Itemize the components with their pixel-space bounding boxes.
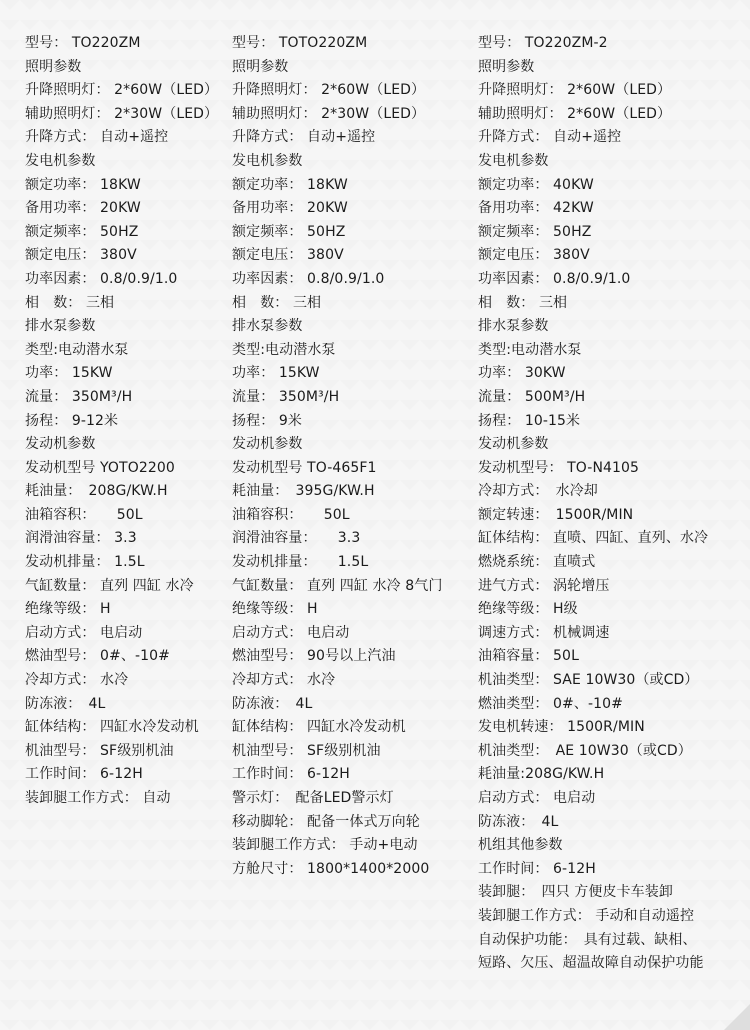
spec-line: 型号： TOTO220ZM bbox=[232, 35, 368, 51]
spec-line: 备用功率： 42KW bbox=[478, 200, 594, 217]
spec-line: 相 数： 三相 bbox=[25, 294, 115, 311]
spec-line: 工作时间： 6-12H bbox=[232, 766, 350, 783]
spec-line: 警示灯： 配备LED警示灯 bbox=[232, 790, 394, 806]
spec-line: 润滑油容量： 3.3 bbox=[232, 530, 361, 547]
spec-line: 升降方式： 自动+遥控 bbox=[25, 129, 169, 146]
spec-line: 功率因素： 0.8/0.9/1.0 bbox=[232, 270, 385, 287]
spec-line: 耗油量： 208G/KW.H bbox=[25, 483, 168, 500]
spec-line: 燃油类型： 0#、-10# bbox=[478, 695, 623, 712]
spec-line: 照明参数 bbox=[232, 58, 289, 75]
spec-line: 机油型号： SF级别机油 bbox=[25, 742, 174, 759]
spec-line: 排水泵参数 bbox=[232, 318, 303, 335]
spec-line: 进气方式： 涡轮增压 bbox=[478, 577, 610, 594]
spec-line: 流量： 350M³/H bbox=[25, 388, 133, 405]
spec-line: 额定频率： 50HZ bbox=[232, 223, 346, 240]
spec-line: 功率： 15KW bbox=[232, 365, 320, 382]
spec-line: 启动方式： 电启动 bbox=[478, 790, 596, 806]
spec-line: 冷却方式： 水冷 bbox=[25, 672, 129, 689]
spec-line: 功率因素： 0.8/0.9/1.0 bbox=[478, 270, 631, 287]
spec-line: 额定转速： 1500R/MIN bbox=[478, 506, 634, 523]
spec-line: 装卸腿： 四只 方便皮卡车装卸 bbox=[478, 884, 673, 901]
spec-line: 扬程： 9米 bbox=[232, 412, 302, 429]
spec-line: 启动方式： 电启动 bbox=[232, 624, 350, 641]
spec-line: 缸体结构： 四缸水冷发动机 bbox=[232, 719, 406, 736]
spec-line: 油箱容积： 50L bbox=[25, 506, 143, 523]
spec-line: 机油型号： SF级别机油 bbox=[232, 742, 381, 759]
spec-line: 短路、欠压、超温故障自动保护功能 bbox=[478, 955, 704, 972]
spec-line: 额定电压： 380V bbox=[478, 247, 590, 264]
spec-line: 绝缘等级： H bbox=[25, 601, 111, 618]
spec-line: 额定频率： 50HZ bbox=[25, 223, 139, 240]
spec-line: 备用功率： 20KW bbox=[232, 200, 348, 217]
spec-line: 冷却方式： 水冷却 bbox=[478, 483, 598, 500]
spec-column-2 bbox=[232, 32, 472, 881]
spec-line: 功率： 15KW bbox=[25, 365, 113, 382]
spec-line: 发电机转速： 1500R/MIN bbox=[478, 719, 645, 736]
page-corner-fold bbox=[724, 1004, 750, 1030]
spec-line: 调速方式： 机械调速 bbox=[478, 624, 610, 641]
spec-line: 装卸腿工作方式： 手动和自动遥控 bbox=[478, 907, 695, 924]
spec-line: 燃油型号： 0#、-10# bbox=[25, 648, 170, 665]
spec-line: 发电机参数 bbox=[25, 152, 96, 169]
spec-line: 发动机型号 YOTO2200 bbox=[25, 459, 175, 476]
spec-line: 照明参数 bbox=[25, 58, 82, 75]
spec-line: 油箱容积： 50L bbox=[232, 506, 350, 523]
spec-line: 相 数： 三相 bbox=[478, 294, 568, 311]
spec-line: 绝缘等级： H级 bbox=[478, 601, 578, 618]
spec-line: 工作时间： 6-12H bbox=[25, 766, 143, 783]
spec-line: 机油类型： SAE 10W30（或CD） bbox=[478, 672, 699, 689]
spec-line: 相 数： 三相 bbox=[232, 294, 322, 311]
spec-line: 流量： 350M³/H bbox=[232, 388, 340, 405]
spec-line: 方舱尺寸： 1800*1400*2000 bbox=[232, 860, 430, 877]
spec-line: 扬程： 9-12米 bbox=[25, 412, 119, 429]
spec-line: 绝缘等级： H bbox=[232, 601, 318, 618]
spec-line: 冷却方式： 水冷 bbox=[232, 672, 336, 689]
spec-line: 型号： TO220ZM-2 bbox=[478, 35, 608, 51]
spec-line: 额定电压： 380V bbox=[232, 247, 344, 264]
spec-line: 油箱容量： 50L bbox=[478, 648, 579, 665]
spec-line: 移动脚轮： 配备一体式万向轮 bbox=[232, 813, 420, 830]
spec-line: 气缸数量： 直列 四缸 水冷 bbox=[25, 577, 194, 594]
spec-line: 发动机排量： 1.5L bbox=[25, 554, 145, 571]
spec-line: 扬程： 10-15米 bbox=[478, 412, 581, 429]
spec-line: 类型:电动潜水泵 bbox=[25, 341, 129, 358]
spec-line: 排水泵参数 bbox=[25, 318, 96, 335]
spec-line: 气缸数量： 直列 四缸 水冷 8气门 bbox=[232, 577, 443, 594]
spec-line: 耗油量:208G/KW.H bbox=[478, 766, 605, 783]
spec-line: 升降方式： 自动+遥控 bbox=[478, 129, 622, 146]
spec-line: 发动机参数 bbox=[232, 436, 303, 453]
spec-line: 升降方式： 自动+遥控 bbox=[232, 129, 376, 146]
spec-line: 发动机排量： 1.5L bbox=[232, 554, 369, 571]
spec-line: 额定功率： 18KW bbox=[25, 176, 141, 193]
spec-line: 辅助照明灯： 2*30W（LED） bbox=[232, 105, 426, 122]
spec-line: 防冻液： 4L bbox=[25, 695, 106, 712]
spec-line: 额定功率： 18KW bbox=[232, 176, 348, 193]
spec-line: 缸体结构： 四缸水冷发动机 bbox=[25, 719, 199, 736]
spec-line: 燃烧系统： 直喷式 bbox=[478, 554, 596, 571]
spec-column-1 bbox=[25, 32, 225, 811]
spec-line: 备用功率： 20KW bbox=[25, 200, 141, 217]
spec-line: 防冻液： 4L bbox=[232, 695, 313, 712]
spec-line: 升降照明灯： 2*60W（LED） bbox=[232, 82, 426, 99]
spec-line: 类型:电动潜水泵 bbox=[478, 341, 582, 358]
spec-line: 发动机参数 bbox=[25, 436, 96, 453]
spec-line: 流量： 500M³/H bbox=[478, 388, 586, 405]
spec-line: 升降照明灯： 2*60W（LED） bbox=[478, 82, 672, 99]
spec-line: 类型:电动潜水泵 bbox=[232, 341, 336, 358]
spec-line: 功率： 30KW bbox=[478, 365, 566, 382]
spec-line: 辅助照明灯： 2*30W（LED） bbox=[25, 105, 219, 122]
spec-line: 额定功率： 40KW bbox=[478, 176, 594, 193]
spec-line: 耗油量： 395G/KW.H bbox=[232, 483, 375, 500]
spec-line: 发动机型号： TO-N4105 bbox=[478, 459, 640, 476]
spec-line: 燃油型号： 90号以上汽油 bbox=[232, 648, 396, 665]
spec-line: 自动保护功能： 具有过载、缺相、 bbox=[478, 931, 697, 948]
spec-line: 发电机参数 bbox=[232, 152, 303, 169]
spec-line: 型号： TO220ZM bbox=[25, 35, 141, 51]
spec-line: 工作时间： 6-12H bbox=[478, 860, 596, 877]
spec-column-3 bbox=[478, 32, 743, 976]
spec-line: 启动方式： 电启动 bbox=[25, 624, 143, 641]
spec-line: 功率因素： 0.8/0.9/1.0 bbox=[25, 270, 178, 287]
spec-line: 装卸腿工作方式： 手动+电动 bbox=[232, 837, 418, 854]
spec-line: 发动机参数 bbox=[478, 436, 549, 453]
spec-line: 润滑油容量： 3.3 bbox=[25, 530, 137, 547]
spec-line: 额定电压： 380V bbox=[25, 247, 137, 264]
spec-line: 发动机型号 TO-465F1 bbox=[232, 459, 377, 476]
spec-line: 辅助照明灯： 2*60W（LED） bbox=[478, 105, 672, 122]
spec-line: 机油类型： AE 10W30（或CD） bbox=[478, 742, 692, 759]
spec-line: 缸体结构： 直喷、四缸、直列、水冷 bbox=[478, 530, 709, 547]
spec-line: 额定频率： 50HZ bbox=[478, 223, 592, 240]
spec-line: 机组其他参数 bbox=[478, 837, 563, 854]
spec-line: 装卸腿工作方式： 自动 bbox=[25, 790, 171, 806]
spec-line: 升降照明灯： 2*60W（LED） bbox=[25, 82, 219, 99]
spec-line: 防冻液： 4L bbox=[478, 813, 559, 830]
spec-line: 照明参数 bbox=[478, 58, 535, 75]
spec-line: 排水泵参数 bbox=[478, 318, 549, 335]
spec-line: 发电机参数 bbox=[478, 152, 549, 169]
